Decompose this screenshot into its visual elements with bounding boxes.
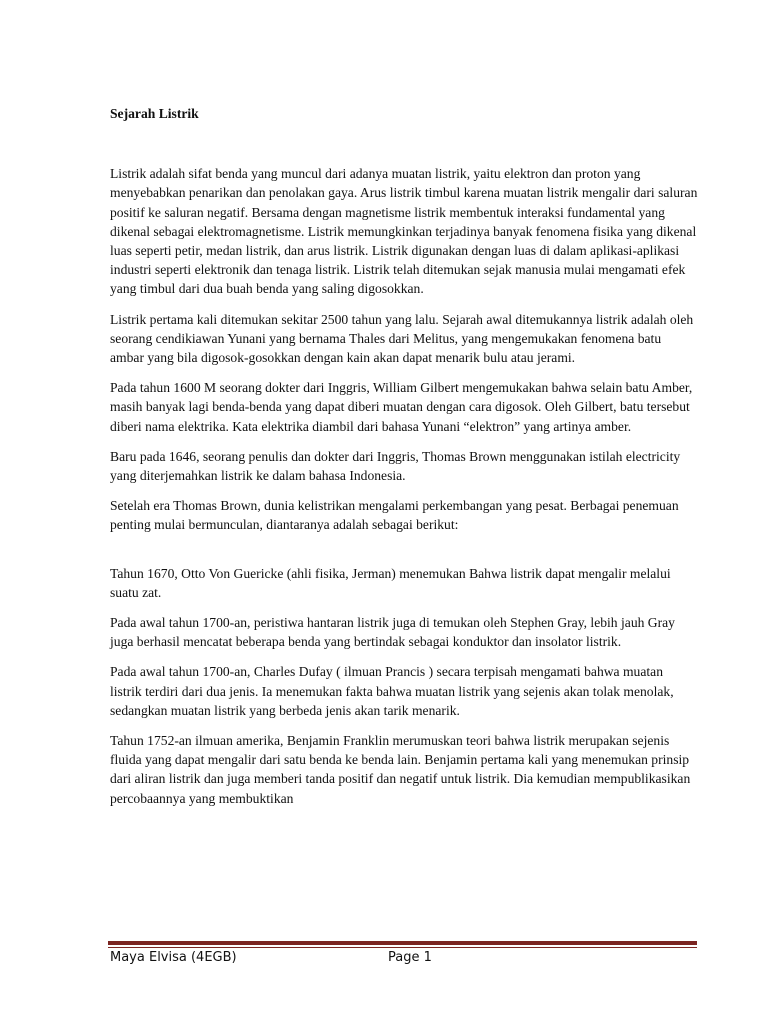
page-footer xyxy=(110,950,698,970)
footer-divider-thick xyxy=(108,941,697,945)
paragraph-definition: Listrik adalah sifat benda yang muncul dari adanya muatan listrik, yaitu elektron dan proton yang menyebabkan penarikan dan penolakan gaya. Arus listrik timbul karena muatan listrik mengalir dari saluran positif ke saluran negatif. Bersama dengan magnetisme listrik membentuk interaksi fundamental yang dikenal sebagai elektromagnetisme. Listrik memungkinkan terjadinya banyak fenomena fisika yang dikenal luas seperti petir, medan listrik, dan arus listrik. Listrik digunakan dengan luas di dalam aplikasi-aplikasi industri seperti elektronik dan tenaga listrik. Listrik telah ditemukan sejak manusia mulai mengamati efek yang timbul dari dua buah benda yang saling digosokkan. xyxy=(110,166,698,297)
footer-page-number: Page 1 xyxy=(388,950,432,965)
document-body xyxy=(110,104,698,819)
paragraph-franklin: Tahun 1752-an ilmuan amerika, Benjamin Franklin merumuskan teori bahwa listrik merupakan sejenis fluida yang dapat mengalir dari satu benda ke benda lain. Benjamin pertama kali yang menemukan prinsip dari aliran listrik dan juga memberi tanda positif dan negatif untuk listrik. Dia kemudian mempublikasikan percobaannya yang membuktikan xyxy=(110,733,691,806)
document-title: Sejarah Listrik xyxy=(110,106,199,121)
paragraph-dufay: Pada awal tahun 1700-an, Charles Dufay ( ilmuan Prancis ) secara terpisah mengamati bahwa muatan listrik terdiri dari dua jenis. Ia menemukan fakta bahwa muatan listrik yang sejenis akan tolak menolak, sedangkan muatan listrik yang berbeda jenis akan tarik menarik. xyxy=(110,664,674,718)
paragraph-brown: Baru pada 1646, seorang penulis dan dokter dari Inggris, Thomas Brown menggunakan istilah electricity yang diterjemahkan listrik ke dalam bahasa Indonesia. xyxy=(110,448,681,484)
footer-divider-thin xyxy=(108,947,697,948)
paragraph-thales: Listrik pertama kali ditemukan sekitar 2500 tahun yang lalu. Sejarah awal ditemukannya listrik adalah oleh seorang cendikiawan Yunani yang bernama Thales dari Melitus, yang mengemukakan fenomena batu ambar yang bila digosok-gosokkan dengan kain akan dapat menarik bulu atau jerami. xyxy=(110,311,694,366)
paragraph-gilbert: Pada tahun 1600 M seorang dokter dari Inggris, William Gilbert mengemukakan bahwa selain batu Amber, masih banyak lagi benda-benda yang dapat diberi muatan dengan cara digosok. Oleh Gilbert, batu tersebut diberi nama elektrika. Kata elektrika diambil dari bahasa Yunani “elektron” yang artinya amber. xyxy=(110,380,693,434)
paragraph-guericke: Tahun 1670, Otto Von Guericke (ahli fisika, Jerman) menemukan Bahwa listrik dapat mengalir melalui suatu zat. xyxy=(110,565,671,600)
footer-author: Maya Elvisa (4EGB) xyxy=(110,950,237,965)
paragraph-gray: Pada awal tahun 1700-an, peristiwa hantaran listrik juga di temukan oleh Stephen Gray, lebih jauh Gray juga berhasil mencatat beberapa benda yang bertindak sebagai konduktor dan insolator listrik. xyxy=(110,615,675,650)
paragraph-after-brown: Setelah era Thomas Brown, dunia kelistrikan mengalami perkembangan yang pesat. Berbagai penemuan penting mulai bermunculan, diantaranya adalah sebagai berikut: xyxy=(110,498,679,533)
